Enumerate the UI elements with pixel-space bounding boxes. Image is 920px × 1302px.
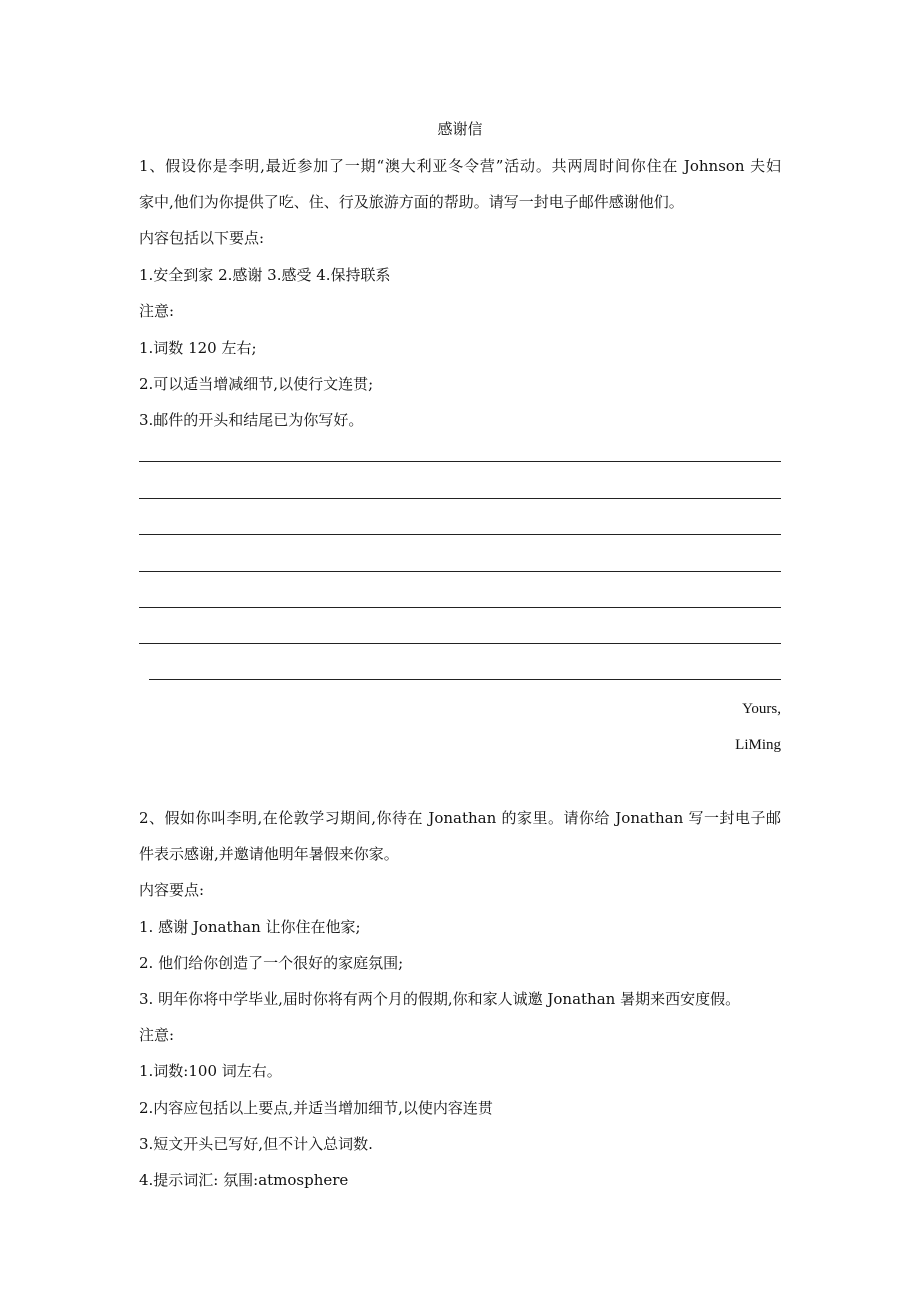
letter-closing: Yours,: [742, 701, 781, 717]
task2-point-1: 1. 感谢 Jonathan 让你住在他家;: [139, 918, 361, 936]
task1-points: 1.安全到家 2.感谢 3.感受 4.保持联系: [139, 266, 391, 284]
letter-signature: LiMing: [735, 737, 781, 753]
task2-point-3: 3. 明年你将中学毕业,届时你将有两个月的假期,你和家人诚邀 Jonathan 暑期来西安度假。: [139, 990, 741, 1008]
task1-note-1: 1.词数 120 左右;: [139, 339, 257, 357]
task1-note-2: 2.可以适当增减细节,以使行文连贯;: [139, 375, 374, 393]
document-title: 感谢信: [437, 120, 483, 138]
task1-points-heading: 内容包括以下要点:: [139, 229, 265, 247]
task2-note-2: 2.内容应包括以上要点,并适当增加细节,以使内容连贯: [139, 1099, 493, 1117]
task2-point-2: 2. 他们给你创造了一个很好的家庭氛围;: [139, 954, 404, 972]
task2-note-3: 3.短文开头已写好,但不计入总词数.: [139, 1135, 373, 1153]
task1-prompt-line-2: 家中,他们为你提供了吃、住、行及旅游方面的帮助。请写一封电子邮件感谢他们。: [139, 193, 684, 211]
task2-notes-heading: 注意:: [139, 1026, 175, 1044]
writing-line: [139, 498, 781, 499]
writing-line: [139, 461, 781, 462]
writing-line: [139, 607, 781, 608]
task2-note-1: 1.词数:100 词左右。: [139, 1062, 282, 1080]
task2-prompt-line-1: 2、假如你叫李明,在伦敦学习期间,你待在 Jonathan 的家里。请你给 Jonathan 写一封电子邮: [139, 809, 781, 827]
writing-line: [139, 571, 781, 572]
task1-prompt-line-1: 1、假设你是李明,最近参加了一期“澳大利亚冬令营”活动。共两周时间你住在 Johnson 夫妇: [139, 157, 781, 175]
writing-line: [139, 534, 781, 535]
task2-points-heading: 内容要点:: [139, 881, 205, 899]
writing-line: [149, 679, 781, 680]
task2-note-4: 4.提示词汇: 氛围:atmosphere: [139, 1171, 349, 1189]
writing-line: [139, 643, 781, 644]
task1-notes-heading: 注意:: [139, 302, 175, 320]
task1-note-3: 3.邮件的开头和结尾已为你写好。: [139, 411, 364, 429]
task2-prompt-line-2: 件表示感谢,并邀请他明年暑假来你家。: [139, 845, 399, 863]
